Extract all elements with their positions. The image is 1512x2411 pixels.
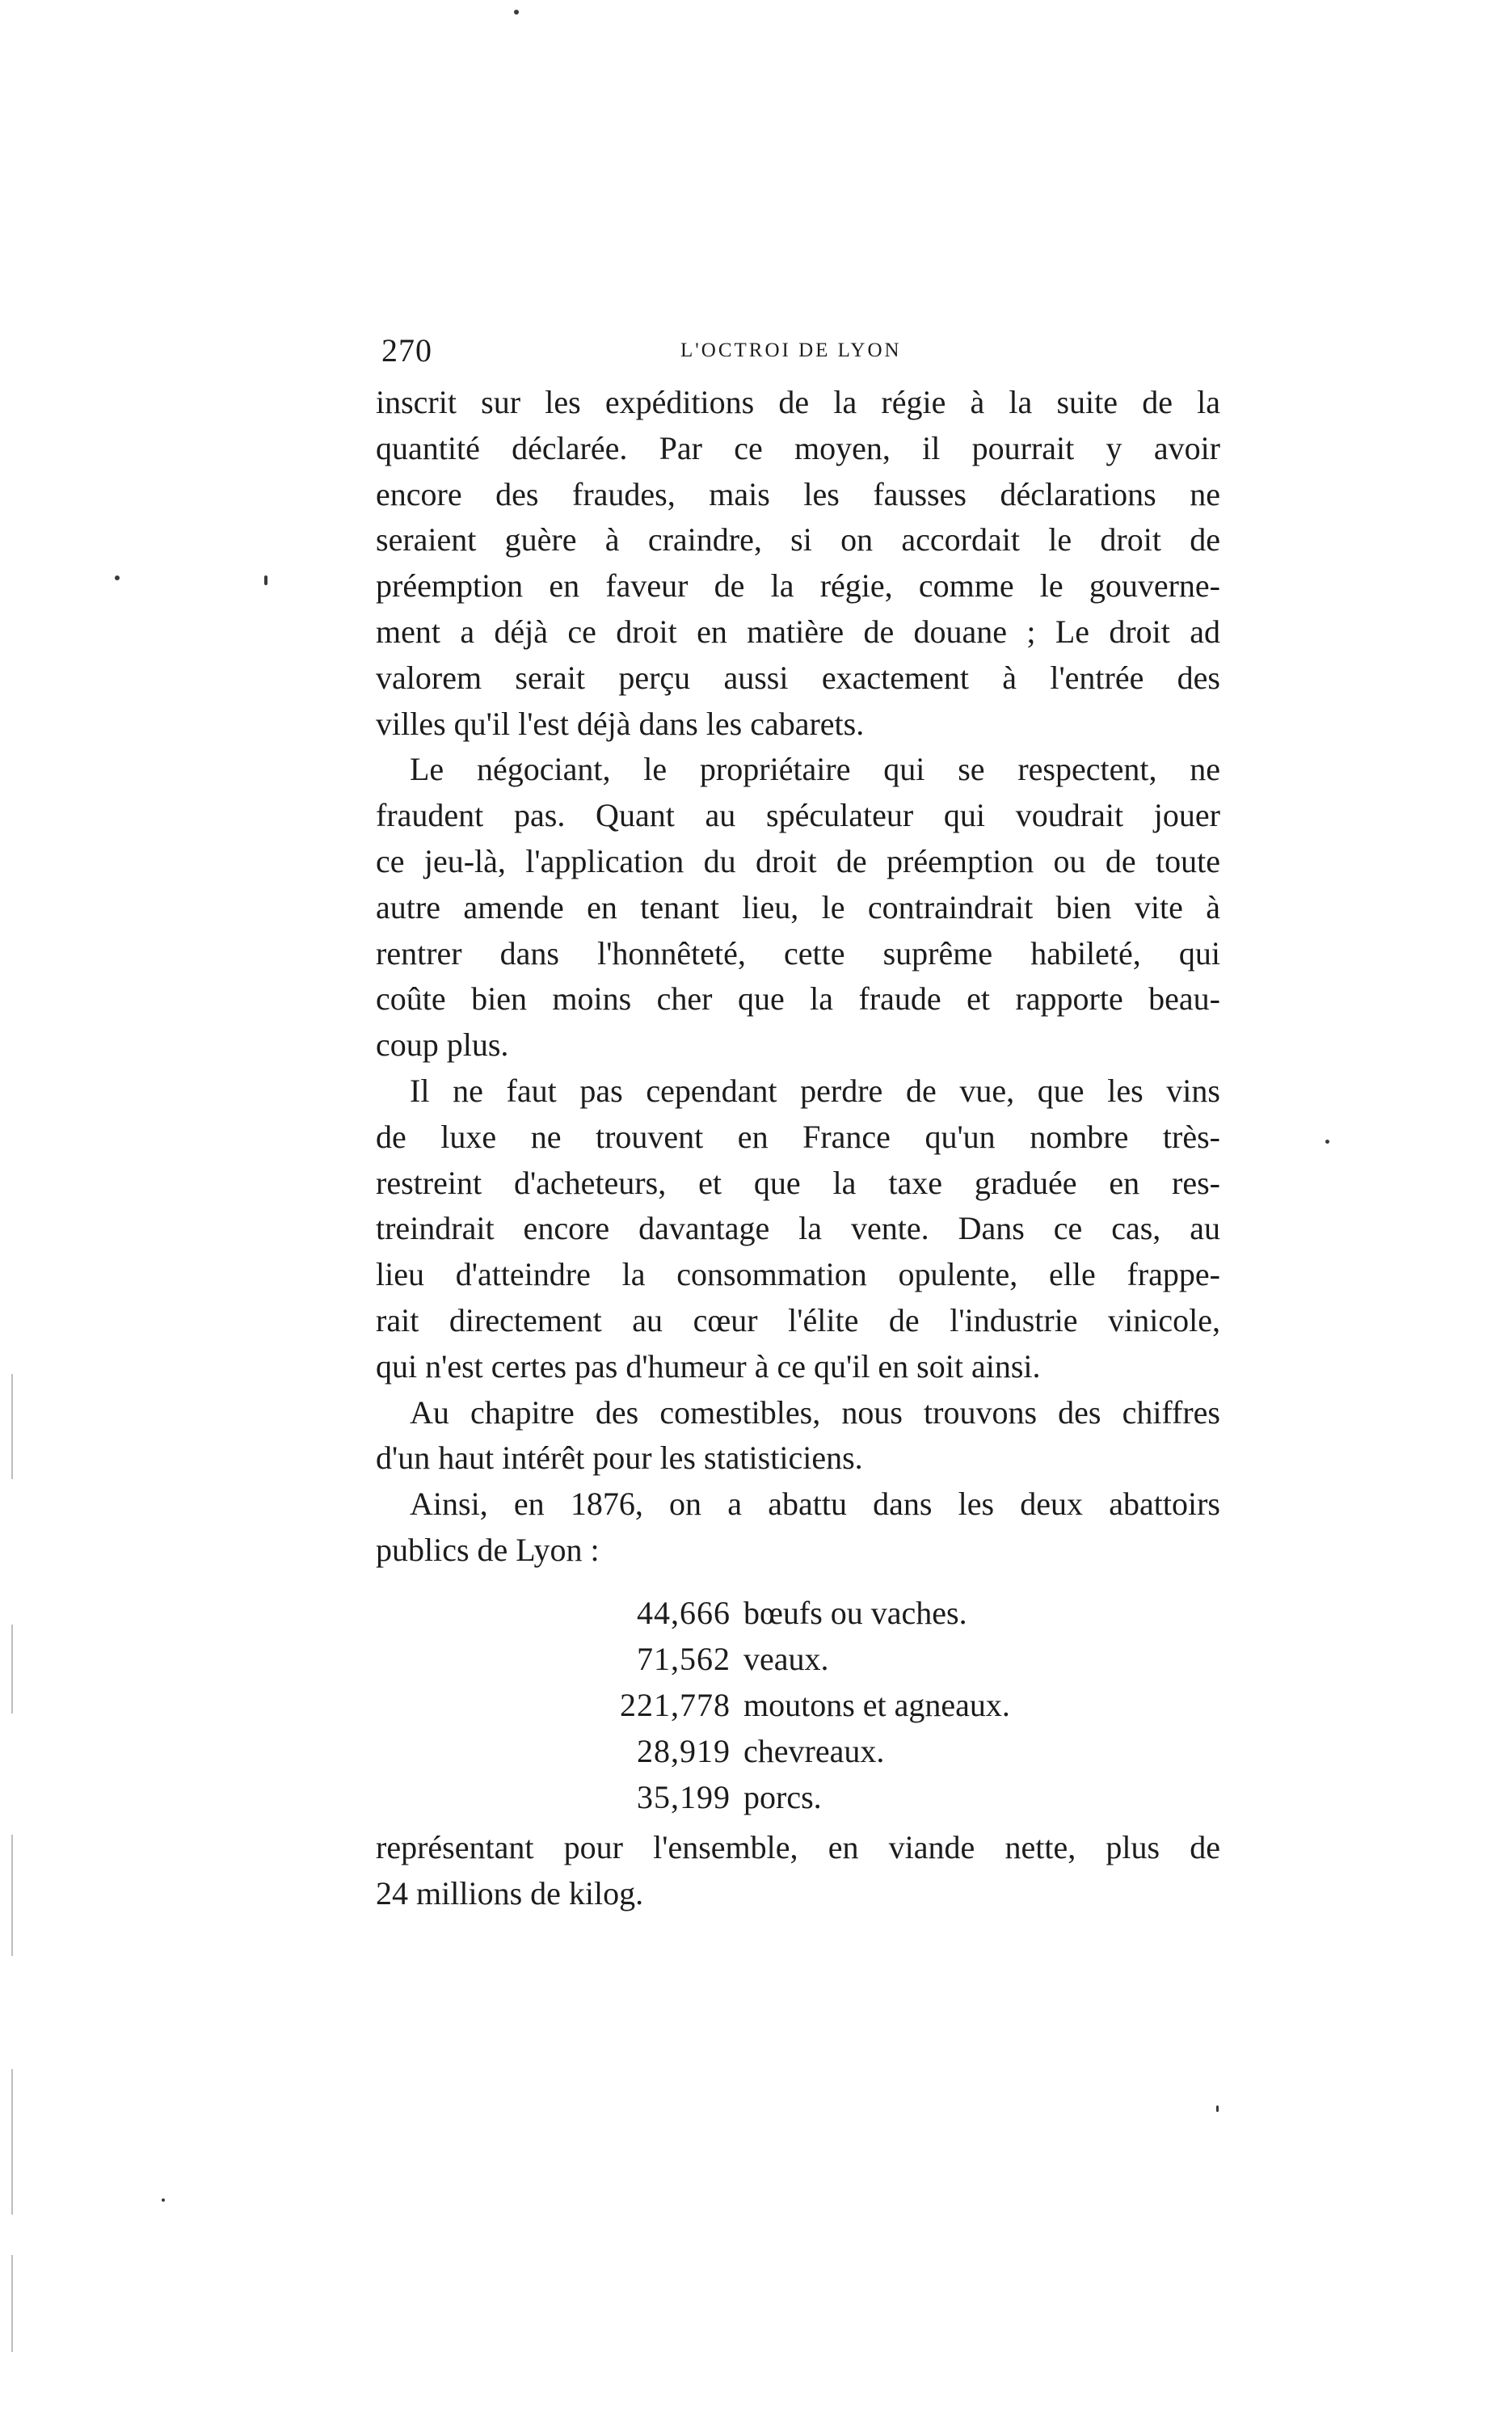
livestock-count: 221,778 <box>620 1686 731 1723</box>
text-line: restreint d'acheteurs, et que la taxe graduée en res- <box>376 1164 1220 1201</box>
text-line: Il ne faut pas cependant perdre de vue, que les vins <box>410 1072 1220 1109</box>
text-line: autre amende en tenant lieu, le contraindrait bien vite à <box>376 888 1220 925</box>
text-line: de luxe ne trouvent en France qu'un nombre très- <box>376 1118 1220 1155</box>
text-line: fraudent pas. Quant au spéculateur qui voudrait jouer <box>376 797 1220 834</box>
body-text <box>376 380 1220 1916</box>
scan-edge-mark <box>11 2069 13 2215</box>
scan-speck <box>162 2198 165 2202</box>
livestock-label: chevreaux. <box>743 1732 885 1769</box>
text-line: valorem serait perçu aussi exactement à l'entrée des <box>376 659 1220 696</box>
livestock-list <box>376 1590 1220 1820</box>
text-line: qui n'est certes pas d'humeur à ce qu'il en soit ainsi. <box>376 1347 1041 1385</box>
paragraph <box>376 747 1220 1069</box>
text-line: villes qu'il l'est déjà dans les cabarets. <box>376 705 865 742</box>
text-line: rentrer dans l'honnêteté, cette suprême habileté, qui <box>376 934 1220 972</box>
text-line: préemption en faveur de la régie, comme le gouverne- <box>376 567 1220 605</box>
text-line: Le négociant, le propriétaire qui se respectent, ne <box>410 751 1220 788</box>
scan-speck <box>264 575 267 585</box>
text-line: treindrait encore davantage la vente. Dans ce cas, au <box>376 1210 1220 1247</box>
text-line: représentant pour l'ensemble, en viande nette, plus de <box>376 1828 1220 1865</box>
scan-edge-mark <box>11 1374 13 1479</box>
paragraph <box>376 380 1220 747</box>
list-item <box>376 1682 1220 1728</box>
livestock-count: 35,199 <box>637 1778 731 1815</box>
page-number: 270 <box>381 332 432 369</box>
text-line: d'un haut intérêt pour les statisticiens. <box>376 1439 863 1477</box>
text-line: coûte bien moins cher que la fraude et rapporte beau- <box>376 980 1220 1018</box>
livestock-count: 44,666 <box>637 1594 731 1631</box>
text-line: inscrit sur les expéditions de la régie à la suite de la <box>376 384 1220 420</box>
text-line: encore des fraudes, mais les fausses déclarations ne <box>376 475 1220 512</box>
text-line: seraient guère à craindre, si on accordait le droit de <box>376 521 1220 558</box>
scan-edge-mark <box>11 1835 13 1956</box>
text-line: quantité déclarée. Par ce moyen, il pourrait y avoir <box>376 429 1220 466</box>
paragraph <box>376 1482 1220 1574</box>
text-line: 24 millions de kilog. <box>376 1874 644 1912</box>
scan-edge-mark <box>11 2255 13 2352</box>
text-line: coup plus. <box>376 1026 509 1064</box>
text-line: ment a déjà ce droit en matière de douane ; Le droit ad <box>376 613 1220 650</box>
text-line: ce jeu-là, l'application du droit de préemption ou de toute <box>376 842 1220 879</box>
livestock-label: veaux. <box>743 1640 829 1677</box>
scan-speck <box>514 10 519 15</box>
text-line: rait directement au cœur l'élite de l'industrie vinicole, <box>376 1301 1220 1338</box>
list-item <box>376 1636 1220 1682</box>
list-item <box>376 1774 1220 1820</box>
livestock-label: bœufs ou vaches. <box>743 1594 967 1631</box>
paragraph <box>376 1390 1220 1482</box>
page-header <box>365 331 1222 380</box>
livestock-count: 71,562 <box>637 1640 731 1677</box>
scan-edge-mark <box>11 1625 13 1713</box>
scan-speck <box>1216 2105 1219 2112</box>
text-line: Ainsi, en 1876, on a abattu dans les deux abattoirs <box>410 1486 1220 1523</box>
livestock-count: 28,919 <box>637 1732 731 1769</box>
paragraph <box>376 1825 1220 1917</box>
paragraph <box>376 1069 1220 1390</box>
livestock-label: moutons et agneaux. <box>743 1686 1010 1723</box>
running-title: L'OCTROI DE LYON <box>680 339 902 361</box>
scan-speck <box>115 575 120 580</box>
list-item <box>376 1728 1220 1774</box>
text-line: Au chapitre des comestibles, nous trouvons des chiffres <box>410 1393 1220 1431</box>
scan-speck <box>1325 1140 1329 1144</box>
list-item <box>376 1590 1220 1636</box>
text-line: publics de Lyon : <box>376 1531 600 1568</box>
livestock-label: porcs. <box>743 1778 822 1815</box>
text-line: lieu d'atteindre la consommation opulente, elle frappe- <box>376 1256 1220 1293</box>
